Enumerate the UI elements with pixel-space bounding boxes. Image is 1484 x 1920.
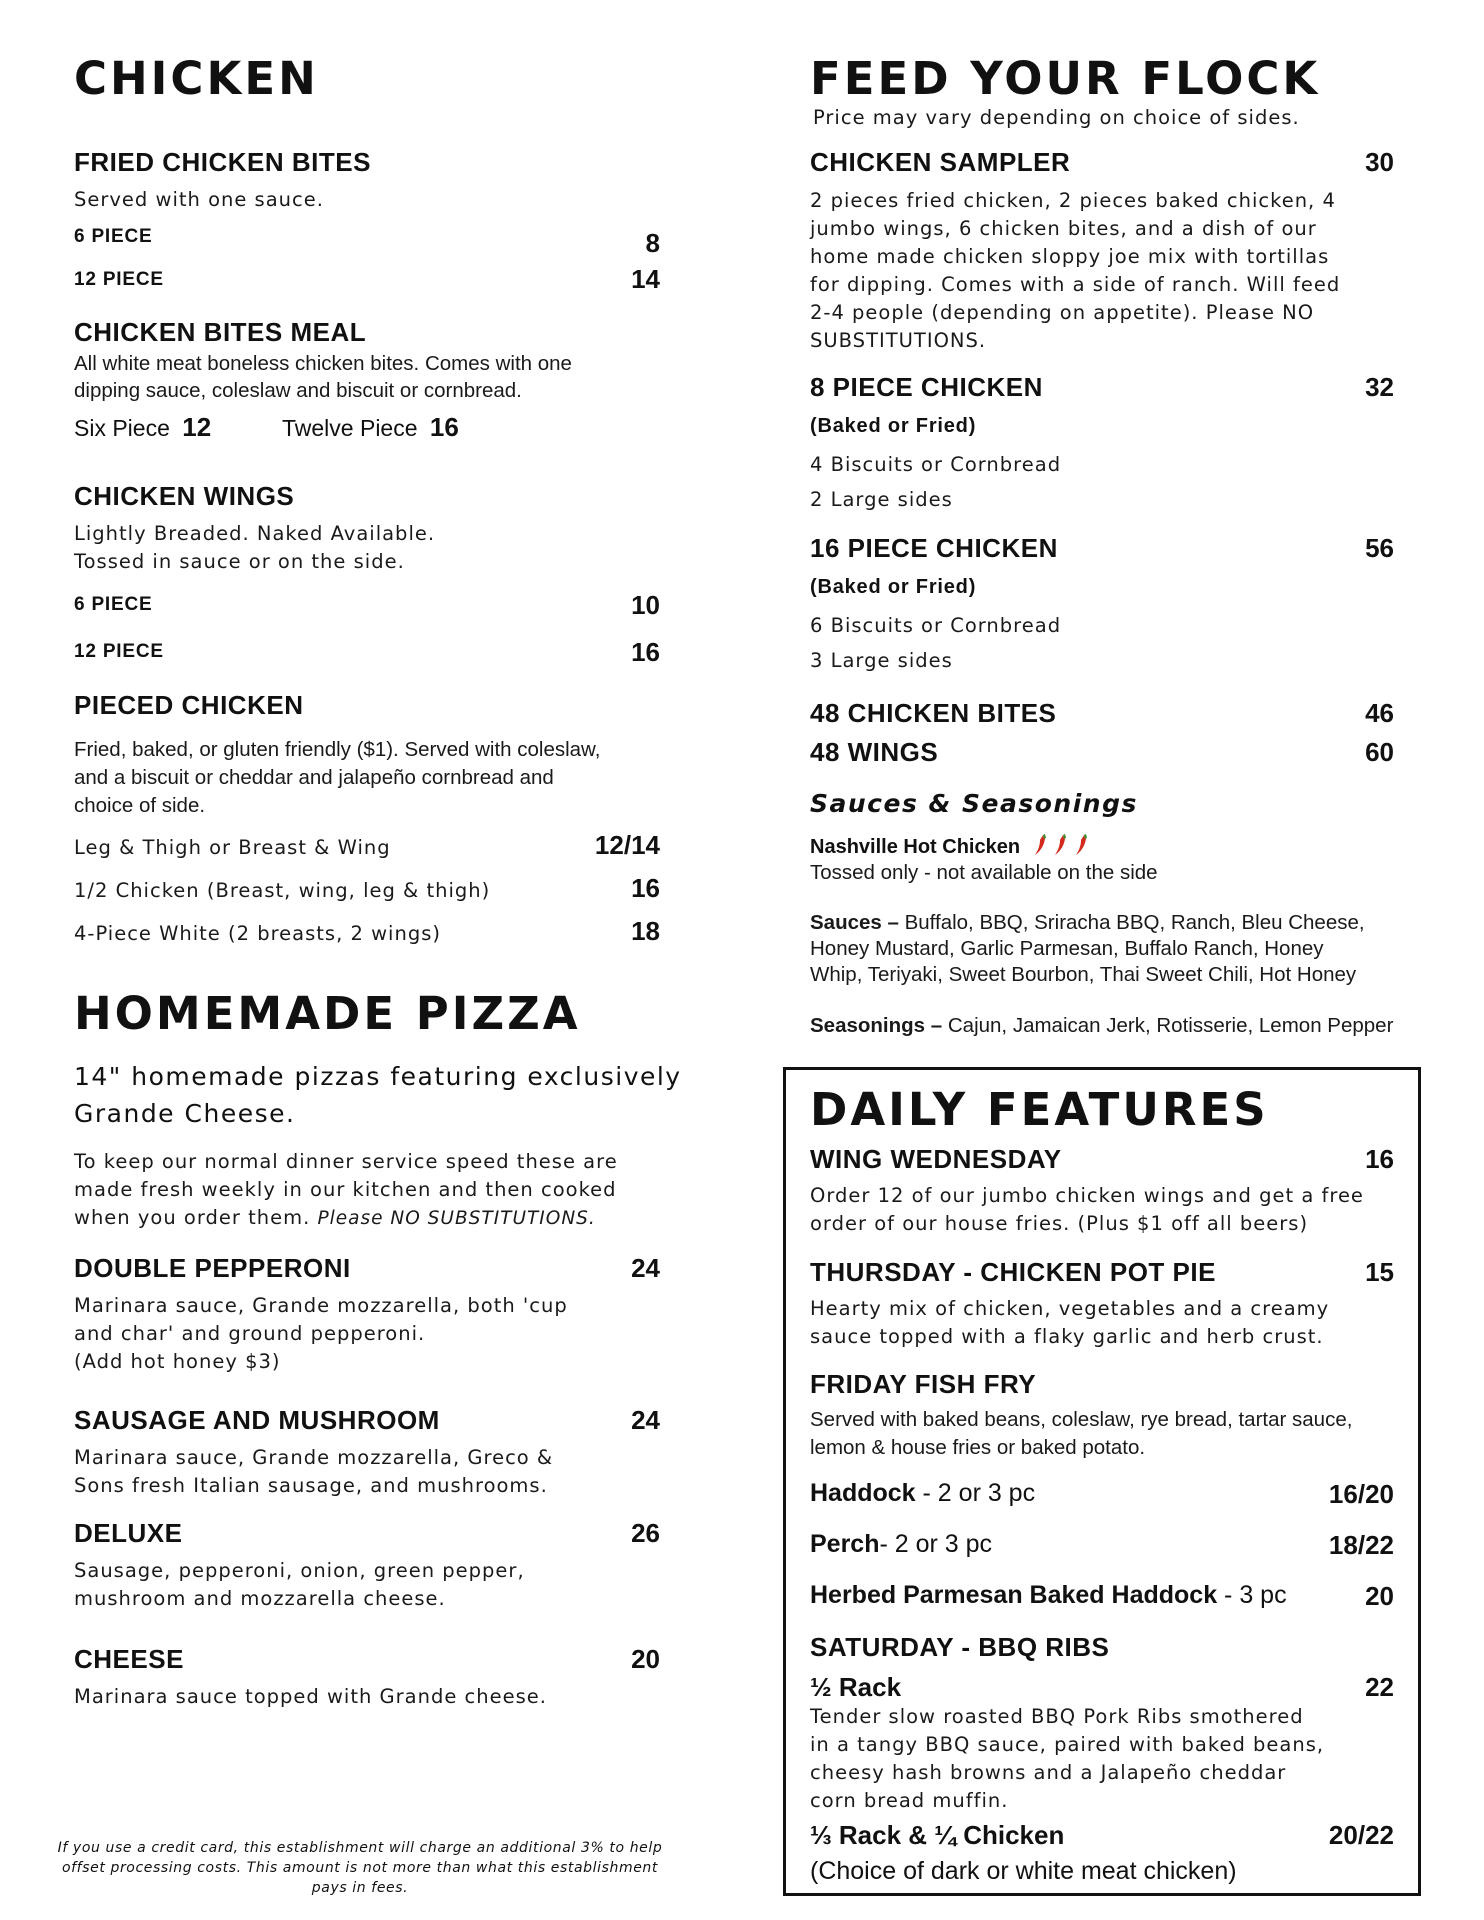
chicken-wings-desc-line2: Tossed in sauce or on the side. — [74, 550, 405, 573]
pieced-chicken-name: PIECED CHICKEN — [74, 690, 304, 720]
pizza-intro-line1: 14" homemade pizzas featuring exclusively — [74, 1062, 682, 1091]
pizza-item-desc-line2: and char' and ground pepperoni. — [74, 1322, 426, 1345]
sauces-seasonings-title: Sauces & Seasonings — [810, 789, 1138, 818]
pizza-item-desc-line3: (Add hot honey $3) — [74, 1350, 281, 1373]
footnote-line2: offset processing costs. This amount is not more than what this establishment — [61, 1860, 658, 1876]
footnote-line1: If you use a credit card, this establishment will charge an additional 3% to help — [57, 1840, 663, 1856]
footnote-line3: pays in fees. — [311, 1880, 409, 1896]
chicken-bites-meal-option-twelve — [282, 412, 459, 443]
chicken-bites-meal-desc-line2: dipping sauce, coleslaw and biscuit or cornbread. — [74, 379, 522, 402]
pieced-chicken-option-1: Leg & Thigh or Breast & Wing — [74, 836, 391, 859]
chicken-sampler-name: CHICKEN SAMPLER — [810, 147, 1071, 177]
ribs-desc-line3: cheesy hash browns and a Jalapeño cheddar — [810, 1761, 1287, 1784]
haddock-note: - 2 or 3 pc — [915, 1479, 1036, 1507]
pizza-item-name: DELUXE — [74, 1518, 183, 1548]
perch-note: - 2 or 3 pc — [879, 1530, 993, 1558]
six-piece-label: Six Piece — [74, 415, 170, 441]
pieced-chicken-option-3: 4-Piece White (2 breasts, 2 wings) — [74, 922, 441, 945]
chicken-wings-desc-line1: Lightly Breaded. Naked Available. — [74, 522, 436, 545]
pizza-item-name: DOUBLE PEPPERONI — [74, 1253, 351, 1283]
pizza-note-line3 — [74, 1204, 596, 1233]
perch-label: Perch — [810, 1530, 880, 1558]
pizza-intro-line2: Grande Cheese. — [74, 1099, 296, 1128]
feed-your-flock-subtitle: Price may vary depending on choice of sides. — [813, 106, 1300, 129]
pizza-no-substitutions: Please NO SUBSTITUTIONS. — [317, 1208, 596, 1229]
eight-piece-chicken-name: 8 PIECE CHICKEN — [810, 372, 1043, 402]
nashville-hot-note: Tossed only - not available on the side — [810, 861, 1158, 884]
pieced-chicken-desc-line2: and a biscuit or cheddar and jalapeño cornbread and — [74, 766, 554, 789]
half-rack-price: 22 — [1365, 1672, 1394, 1702]
pizza-item-name: SAUSAGE AND MUSHROOM — [74, 1405, 440, 1435]
pizza-item-desc-line2: mushroom and mozzarella cheese. — [74, 1587, 446, 1610]
twelve-piece-label: Twelve Piece — [282, 415, 418, 441]
fried-chicken-bites-name: FRIED CHICKEN BITES — [74, 147, 371, 177]
pizza-item-desc-line1: Marinara sauce, Grande mozzarella, both 'cup — [74, 1294, 568, 1317]
perch-row — [810, 1530, 992, 1559]
pieced-chicken-desc-line1: Fried, baked, or gluten friendly ($1). Served with coleslaw, — [74, 738, 601, 761]
eight-piece-chicken-style: (Baked or Fried) — [810, 415, 977, 437]
chicken-section-title: CHICKEN — [74, 52, 319, 105]
pot-pie-price: 15 — [1365, 1257, 1394, 1287]
pieced-chicken-option-2: 1/2 Chicken (Breast, wing, leg & thigh) — [74, 879, 491, 902]
haddock-price: 16/20 — [1328, 1479, 1394, 1509]
pizza-item-price: 20 — [631, 1644, 660, 1674]
forty-eight-wings-name: 48 WINGS — [810, 737, 939, 767]
third-rack-note: (Choice of dark or white meat chicken) — [810, 1857, 1237, 1885]
chicken-sampler-desc-line2: jumbo wings, 6 chicken bites, and a dish of our — [810, 217, 1317, 240]
pizza-item-desc-line1: Marinara sauce topped with Grande cheese. — [74, 1685, 547, 1708]
pizza-item-name: CHEESE — [74, 1644, 184, 1674]
pieced-chicken-price-1: 12/14 — [594, 830, 660, 860]
chicken-sampler-desc-line4: for dipping. Comes with a side of ranch. Will feed — [810, 273, 1341, 296]
sixteen-piece-chicken-style: (Baked or Fried) — [810, 576, 977, 598]
wing-wednesday-desc-line2: order of our house fries. (Plus $1 off all beers) — [810, 1212, 1309, 1235]
twelve-piece-price: 16 — [429, 412, 459, 442]
chicken-sampler-desc-line3: home made chicken sloppy joe mix with tortillas — [810, 245, 1330, 268]
chicken-wings-price-6: 10 — [631, 590, 660, 620]
herbed-haddock-row — [810, 1581, 1287, 1610]
credit-card-footnote — [50, 1838, 670, 1898]
sixteen-piece-chicken-name: 16 PIECE CHICKEN — [810, 533, 1058, 563]
sauces-list-line3: Whip, Teriyaki, Sweet Bourbon, Thai Sweet Chili, Hot Honey — [810, 963, 1357, 986]
pizza-note-line3-text: when you order them. — [74, 1206, 311, 1229]
fish-fry-desc-line2: lemon & house fries or baked potato. — [810, 1436, 1146, 1459]
chicken-sampler-price: 30 — [1365, 147, 1394, 177]
feed-your-flock-title: FEED YOUR FLOCK — [810, 52, 1321, 105]
chicken-sampler-desc-line5: 2-4 people (depending on appetite). Please NO — [810, 301, 1315, 324]
wing-wednesday-price: 16 — [1365, 1144, 1394, 1174]
chicken-wings-size-6: 6 PIECE — [74, 594, 153, 615]
daily-features-title: DAILY FEATURES — [810, 1083, 1269, 1136]
ribs-desc-line2: in a tangy BBQ sauce, paired with baked beans, — [810, 1733, 1325, 1756]
pizza-item-price: 26 — [631, 1518, 660, 1548]
sauces-list-line1: Buffalo, BBQ, Sriracha BBQ, Ranch, Bleu Cheese, — [904, 911, 1365, 934]
pieced-chicken-desc-line3: choice of side. — [74, 794, 206, 817]
pizza-section-title: HOMEMADE PIZZA — [74, 987, 581, 1040]
sixteen-piece-chicken-price: 56 — [1365, 533, 1394, 563]
sauces-label: Sauces – — [810, 911, 899, 934]
ribs-desc-line4: corn bread muffin. — [810, 1789, 1009, 1812]
seasonings-label: Seasonings – — [810, 1014, 943, 1037]
fried-chicken-bites-desc: Served with one sauce. — [74, 188, 324, 211]
pizza-item-desc-line1: Sausage, pepperoni, onion, green pepper, — [74, 1559, 525, 1582]
haddock-row — [810, 1479, 1035, 1508]
ribs-desc-line1: Tender slow roasted BBQ Pork Ribs smothered — [810, 1705, 1304, 1728]
sauces-list-line2: Honey Mustard, Garlic Parmesan, Buffalo Ranch, Honey — [810, 937, 1324, 960]
fried-chicken-bites-price-6: 8 — [645, 228, 660, 258]
fish-fry-desc-line1: Served with baked beans, coleslaw, rye bread, tartar sauce, — [810, 1408, 1353, 1431]
pieced-chicken-price-2: 16 — [631, 873, 660, 903]
eight-piece-chicken-line1: 4 Biscuits or Cornbread — [810, 453, 1062, 476]
chicken-bites-meal-name: CHICKEN BITES MEAL — [74, 317, 367, 347]
nashville-hot-label: Nashville Hot Chicken — [810, 836, 1021, 858]
eight-piece-chicken-line2: 2 Large sides — [810, 488, 953, 511]
pizza-item-price: 24 — [631, 1405, 660, 1435]
chicken-sampler-desc-line6: SUBSTITUTIONS. — [810, 329, 987, 352]
seasonings-line — [810, 1013, 1393, 1039]
herbed-haddock-price: 20 — [1365, 1581, 1394, 1611]
pizza-item-desc-line1: Marinara sauce, Grande mozzarella, Greco & — [74, 1446, 554, 1469]
nashville-hot-row — [810, 834, 1088, 859]
chicken-bites-meal-desc-line1: All white meat boneless chicken bites. Comes with one — [74, 352, 572, 375]
pizza-note-line2: made fresh weekly in our kitchen and then cooked — [74, 1178, 617, 1201]
forty-eight-wings-price: 60 — [1365, 737, 1394, 767]
wing-wednesday-name: WING WEDNESDAY — [810, 1144, 1062, 1174]
chicken-sampler-desc-line1: 2 pieces fried chicken, 2 pieces baked chicken, 4 — [810, 189, 1336, 212]
chicken-wings-name: CHICKEN WINGS — [74, 481, 295, 511]
fried-chicken-bites-size-12: 12 PIECE — [74, 269, 164, 290]
pizza-item-price: 24 — [631, 1253, 660, 1283]
pot-pie-desc-line2: sauce topped with a flaky garlic and herb crust. — [810, 1325, 1324, 1348]
pot-pie-desc-line1: Hearty mix of chicken, vegetables and a creamy — [810, 1297, 1330, 1320]
sauces-line1 — [810, 910, 1365, 936]
forty-eight-bites-name: 48 CHICKEN BITES — [810, 698, 1057, 728]
eight-piece-chicken-price: 32 — [1365, 372, 1394, 402]
six-piece-price: 12 — [182, 412, 212, 442]
seasonings-list: Cajun, Jamaican Jerk, Rotisserie, Lemon Pepper — [947, 1014, 1394, 1037]
haddock-label: Haddock — [810, 1479, 916, 1507]
pizza-item-desc-line2: Sons fresh Italian sausage, and mushrooms. — [74, 1474, 548, 1497]
herbed-haddock-note: - 3 pc — [1217, 1581, 1287, 1609]
half-rack-label: ½ Rack — [810, 1672, 902, 1702]
wing-wednesday-desc-line1: Order 12 of our jumbo chicken wings and get a free — [810, 1184, 1364, 1207]
pieced-chicken-price-3: 18 — [631, 916, 660, 946]
sixteen-piece-chicken-line1: 6 Biscuits or Cornbread — [810, 614, 1062, 637]
chicken-wings-price-12: 16 — [631, 637, 660, 667]
sixteen-piece-chicken-line2: 3 Large sides — [810, 649, 953, 672]
bbq-ribs-name: SATURDAY - BBQ RIBS — [810, 1632, 1110, 1662]
forty-eight-bites-price: 46 — [1365, 698, 1394, 728]
chicken-wings-size-12: 12 PIECE — [74, 641, 164, 662]
third-rack-label: ⅓ Rack & ¼ Chicken — [810, 1820, 1065, 1850]
fried-chicken-bites-price-12: 14 — [631, 264, 660, 294]
third-rack-price: 20/22 — [1328, 1820, 1394, 1850]
pot-pie-name: THURSDAY - CHICKEN POT PIE — [810, 1257, 1216, 1287]
pizza-note-line1: To keep our normal dinner service speed these are — [74, 1150, 618, 1173]
fish-fry-name: FRIDAY FISH FRY — [810, 1369, 1037, 1399]
chicken-bites-meal-option-six — [74, 412, 211, 443]
herbed-haddock-label: Herbed Parmesan Baked Haddock — [810, 1581, 1218, 1609]
chili-pepper-icon — [1032, 836, 1088, 858]
fried-chicken-bites-size-6: 6 PIECE — [74, 226, 153, 247]
perch-price: 18/22 — [1328, 1530, 1394, 1560]
